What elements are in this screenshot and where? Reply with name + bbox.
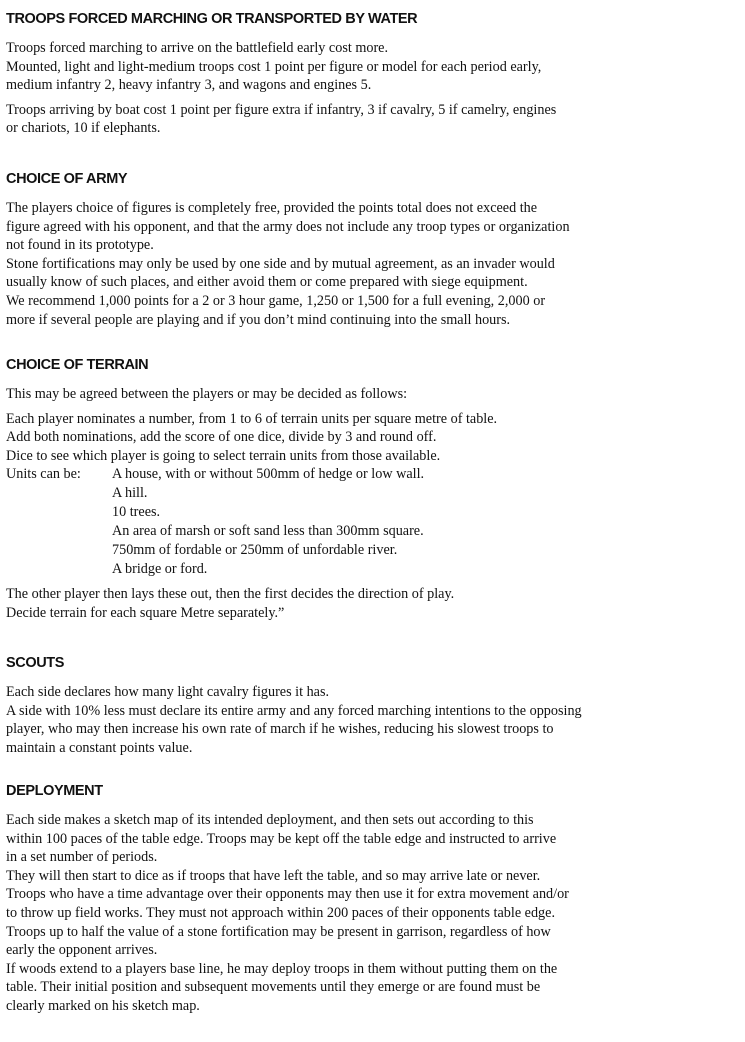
deployment-line-6: to throw up field works. They must not approach within 200 paces of their opponents table edge. [6,904,555,921]
army-line-6: We recommend 1,000 points for a 2 or 3 hour game, 1,250 or 1,500 for a full evening, 2,000 or [6,292,546,309]
scouts-line-1: Each side declares how many light cavalry figures it has. [6,684,330,700]
forced-line-4: Troops arriving by boat cost 1 point per figure extra if infantry, 3 if cavalry, 5 if camelry, engines [6,101,557,118]
deployment-line-4: They will then start to dice as if troops that have left the table, and so may arrive late or never. [6,867,541,884]
unit-item: A bridge or ford. [112,561,208,578]
units-label: Units can be: [6,466,81,483]
terrain-intro: This may be agreed between the players or may be decided as follows: [6,386,408,402]
section-scouts [6,654,736,757]
forced-line-1: Troops forced marching to arrive on the battlefield early cost more. [6,40,389,56]
deployment-line-5: Troops who have a time advantage over their opponents may then use it for extra movement and/or [6,886,569,903]
section-deployment [6,782,736,1016]
deployment-line-10: table. Their initial position and subsequent movements until they emerge or are found must be [6,979,541,996]
deployment-line-1: Each side makes a sketch map of its intended deployment, and then sets out according to this [6,812,534,828]
deployment-line-3: in a set number of periods. [6,849,158,866]
army-line-5: usually know of such places, and either avoid them or come prepared with siege equipment. [6,274,528,291]
terrain-line-1: Each player nominates a number, from 1 to 6 of terrain units per square metre of table. [6,410,498,427]
deployment-line-9: If woods extend to a players base line, he may deploy troops in them without putting them on the [6,960,558,977]
deployment-line-2: within 100 paces of the table edge. Troops may be kept off the table edge and instructed to arrive [6,830,557,847]
army-line-1: The players choice of figures is completely free, provided the points total does not exceed the [6,200,538,216]
scouts-line-2: A side with 10% less must declare its entire army and any forced marching intentions to the opposing [6,702,582,719]
section-choice-of-army [6,170,736,329]
scouts-line-3: player, who may then increase his own rate of march if he wishes, reducing his slowest troops to [6,721,554,738]
terrain-line-2: Add both nominations, add the score of one dice, divide by 3 and round off. [6,429,437,446]
unit-item: A house, with or without 500mm of hedge or low wall. [112,466,425,483]
heading-forced-marching: TROOPS FORCED MARCHING OR TRANSPORTED BY WATER [6,11,418,27]
unit-item: 750mm of fordable or 250mm of unfordable river. [112,542,398,559]
unit-item: A hill. [112,485,148,502]
heading-scouts: SCOUTS [6,655,65,671]
army-line-3: not found in its prototype. [6,237,154,254]
army-line-2: figure agreed with his opponent, and that the army does not include any troop types or organization [6,218,570,235]
scouts-line-4: maintain a constant points value. [6,739,193,756]
forced-line-3: medium infantry 2, heavy infantry 3, and wagons and engines 5. [6,77,372,94]
deployment-line-11: clearly marked on his sketch map. [6,997,200,1014]
terrain-end-2: Decide terrain for each square Metre separately.” [6,604,285,621]
terrain-line-3: Dice to see which player is going to select terrain units from those available. [6,447,441,464]
terrain-end-1: The other player then lays these out, then the first decides the direction of play. [6,586,455,603]
army-line-7: more if several people are playing and if you don’t mind continuing into the small hours. [6,311,511,328]
forced-line-5: or chariots, 10 if elephants. [6,120,161,137]
army-line-4: Stone fortifications may only be used by one side and by mutual agreement, as an invader would [6,255,555,272]
terrain-units-block [6,465,736,579]
heading-choice-of-army: CHOICE OF ARMY [6,171,128,187]
deployment-line-7: Troops up to half the value of a stone fortification may be present in garrison, regardless of how [6,923,551,940]
section-forced-marching [6,10,736,138]
heading-deployment: DEPLOYMENT [6,783,103,799]
unit-item: 10 trees. [112,504,161,521]
section-choice-of-terrain [6,356,736,623]
forced-line-2: Mounted, light and light-medium troops cost 1 point per figure or model for each period early, [6,58,542,75]
deployment-line-8: early the opponent arrives. [6,942,158,959]
units-list [112,465,736,579]
unit-item: An area of marsh or soft sand less than 300mm square. [112,523,424,540]
heading-choice-of-terrain: CHOICE OF TERRAIN [6,357,149,373]
